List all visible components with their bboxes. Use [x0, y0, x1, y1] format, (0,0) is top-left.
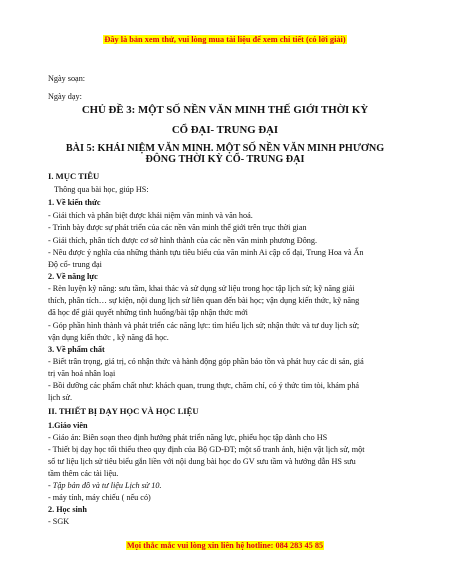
knowledge-item-4-line-2: Độ cổ- trung đại: [48, 260, 102, 269]
teacher-item-2-line-2: số tư liệu lịch sử tiêu biểu gắn liền với nội dung bài học do GV sưu tầm và hướng dẫn HS sưu: [48, 457, 356, 466]
competency-item-1-line-1: - Rèn luyện kỹ năng: sưu tầm, khai thác và sử dụng sử liệu trong học tập lịch sử; kỹ năng giải: [48, 284, 355, 293]
lesson-title-line-2: ĐÔNG THỜI KỲ CỔ- TRUNG ĐẠI: [145, 154, 305, 165]
teacher-item-3: - Tập bản đồ và tư liệu Lịch sử 10.: [48, 481, 162, 490]
knowledge-item-1: - Giải thích và phân biệt được khái niệm văn minh và văn hoá.: [48, 211, 253, 220]
qualities-item-2-line-1: - Bồi dưỡng các phẩm chất như: khách quan, trung thực, chăm chỉ, có ý thức tìm tòi, khám phá: [48, 381, 360, 390]
ngay-day-label: Ngày dạy:: [48, 92, 82, 101]
lesson-title-line-1: BÀI 5: KHÁI NIỆM VĂN MINH. MỘT SỐ NỀN VĂN MINH PHƯƠNG: [65, 143, 385, 154]
subheading-competency: 2. Về năng lực: [48, 272, 98, 281]
subheading-teacher: 1.Giáo viên: [48, 421, 88, 430]
preview-notice-text: Đây là bản xem thử, vui lòng mua tài liệu để xem chi tiết (có lời giải): [104, 35, 346, 44]
competency-item-2-line-2: vận dụng kiến thức , kỹ năng đã học.: [48, 333, 169, 342]
teacher-item-4: - máy tính, máy chiếu ( nếu có): [48, 493, 151, 502]
subheading-student: 2. Học sinh: [48, 505, 87, 514]
subheading-knowledge: 1. Về kiến thức: [48, 198, 101, 207]
teacher-item-2-line-3: tầm thêm các tài liệu.: [48, 469, 119, 478]
knowledge-item-4-line-1: - Nêu được ý nghĩa của những thành tựu tiêu biểu của văn minh Ai cập cổ đại, Trung Hoa và Ấn: [48, 248, 364, 257]
teacher-item-1: - Giáo án: Biên soạn theo định hướng phát triển năng lực, phiếu học tập dành cho HS: [48, 433, 328, 442]
teacher-item-2-line-1: - Thiết bị dạy học tối thiểu theo quy định của Bộ GD-ĐT; một số tranh ảnh, hiện vật lịch sử, một: [48, 445, 365, 454]
qualities-item-2-line-2: lịch sử.: [48, 393, 72, 402]
preview-notice-banner: [0, 29, 450, 47]
qualities-item-1-line-2: trị văn hoá nhân loại: [48, 369, 116, 378]
topic-title-line-1: CHỦ ĐỀ 3: MỘT SỐ NỀN VĂN MINH THẾ GIỚI THỜI KỲ: [81, 104, 369, 116]
qualities-item-1-line-1: - Biết trân trọng, giá trị, có nhận thức và hành động góp phần bảo tồn và phát huy các di sản, giá: [48, 357, 364, 366]
competency-item-1-line-2: thích, phân tích… sự kiện, nội dung lịch sử liên quan đến bài học; vận dụng kiến thức, kỹ năng: [48, 296, 360, 305]
ngay-soan-label: Ngày soạn:: [48, 74, 86, 83]
objectives-intro: Thông qua bài học, giúp HS:: [54, 185, 149, 194]
competency-item-1-line-3: đã học để giải quyết những tình huống/bài tập nhận thức mới: [48, 308, 248, 317]
hotline-banner: [0, 535, 450, 553]
knowledge-item-3: - Giải thích, phân tích được cơ sở hình thành của các nền văn minh phương Đông.: [48, 236, 318, 245]
student-item-1: - SGK: [48, 517, 70, 526]
competency-item-2-line-1: - Góp phần hình thành và phát triển các năng lực: tìm hiểu lịch sử; nhận thức và tư duy lịch sử;: [48, 321, 360, 330]
knowledge-item-2: - Trình bày được sự phát triển của các nền văn minh thế giới trên trục thời gian: [48, 223, 307, 232]
topic-title-line-2: CỔ ĐẠI- TRUNG ĐẠI: [171, 124, 279, 136]
section-heading-objectives: I. MỤC TIÊU: [48, 171, 100, 181]
section-heading-equipment: II. THIẾT BỊ DẠY HỌC VÀ HỌC LIỆU: [48, 406, 199, 416]
subheading-qualities: 3. Về phẩm chất: [48, 345, 105, 354]
hotline-text: Mọi thắc mắc vui lòng xin liên hệ hotline: 084 283 45 85: [126, 541, 324, 550]
